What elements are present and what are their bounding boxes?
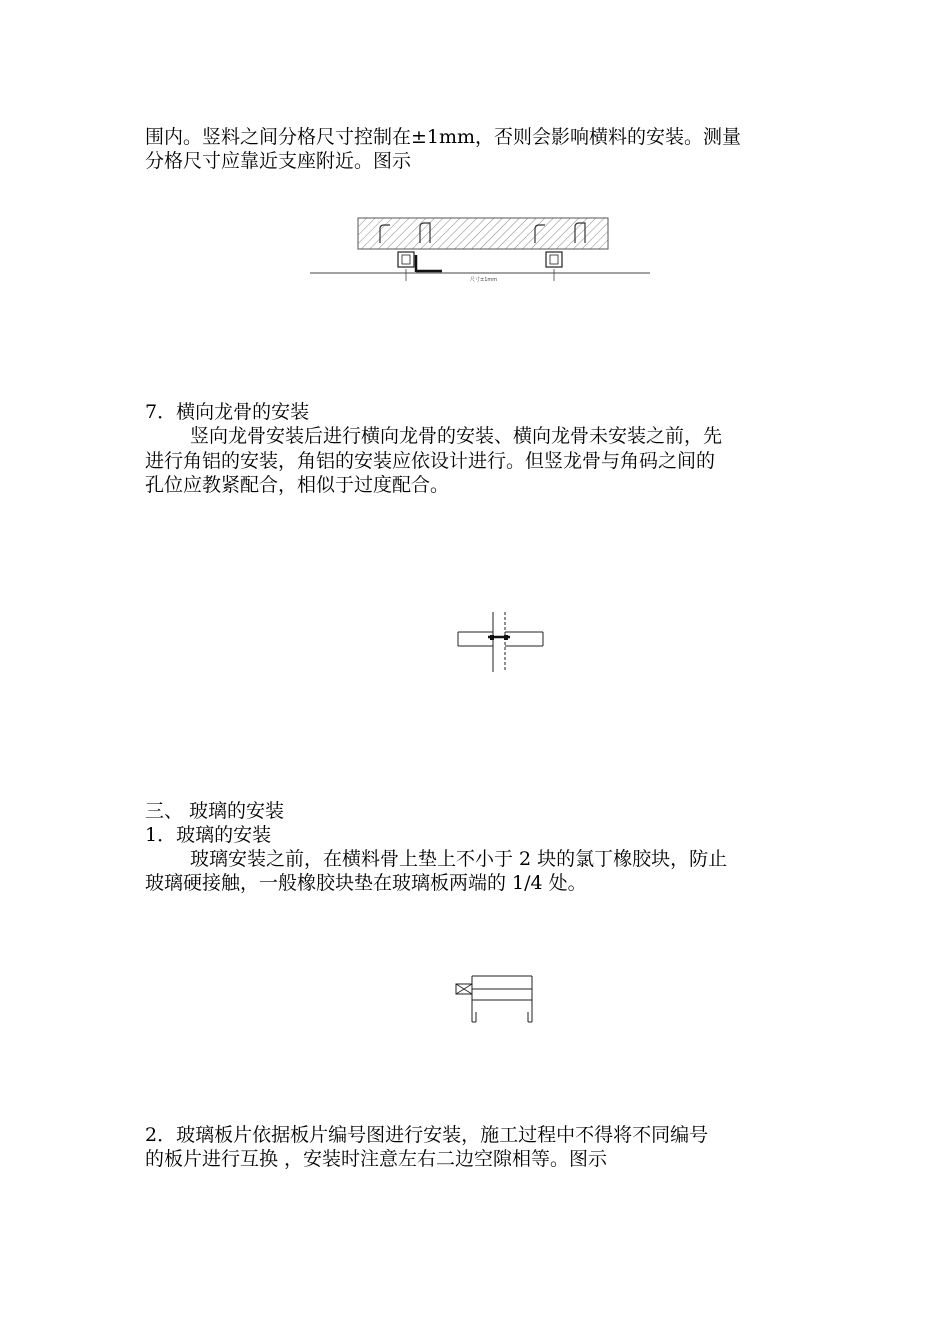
mullion-spacing-diagram: [310, 215, 655, 285]
section7-line1: 竖向龙骨安装后进行横向龙骨的安装、横向龙骨未安装之前，先: [190, 425, 723, 447]
mullion-left: [398, 252, 414, 267]
mullion-right: [546, 252, 562, 267]
transom-joint-diagram: [455, 610, 550, 675]
connector-right: [504, 635, 508, 640]
section7-heading: 7．横向龙骨的安装: [145, 401, 310, 423]
para1-line1: 围内。竖料之间分格尺寸控制在±1mm，否则会影响横料的安装。测量: [145, 126, 742, 148]
section3-heading: 三、 玻璃的安装: [145, 800, 285, 822]
section7-line2: 进行角铝的安装，角铝的安装应依设计进行。但竖龙骨与角码之间的: [145, 450, 716, 472]
concrete-slab: [358, 218, 608, 249]
connector-left: [490, 635, 494, 640]
para1-line2: 分格尺寸应靠近支座附近。图示: [145, 150, 412, 172]
section7-line3: 孔位应教紧配合，相似于过度配合。: [145, 474, 450, 496]
section3-sub1-heading: 1．玻璃的安装: [145, 824, 272, 846]
glass-setting-block-diagram: [452, 972, 547, 1027]
section3-sub2-line1: 2．玻璃板片依据板片编号图进行安装，施工过程中不得将不同编号: [145, 1124, 709, 1146]
section3-sub2-line2: 的板片进行互换 ，安装时注意左右二边空隙相等。图示: [145, 1148, 608, 1170]
section3-sub1-line2: 玻璃硬接触，一般橡胶块垫在玻璃板两端的 1/4 处。: [145, 872, 587, 894]
dimension-label: 尺寸±1mm: [470, 277, 498, 283]
section3-sub1-line1: 玻璃安装之前，在横料骨上垫上不小于 2 块的氯丁橡胶块，防止: [190, 848, 728, 870]
